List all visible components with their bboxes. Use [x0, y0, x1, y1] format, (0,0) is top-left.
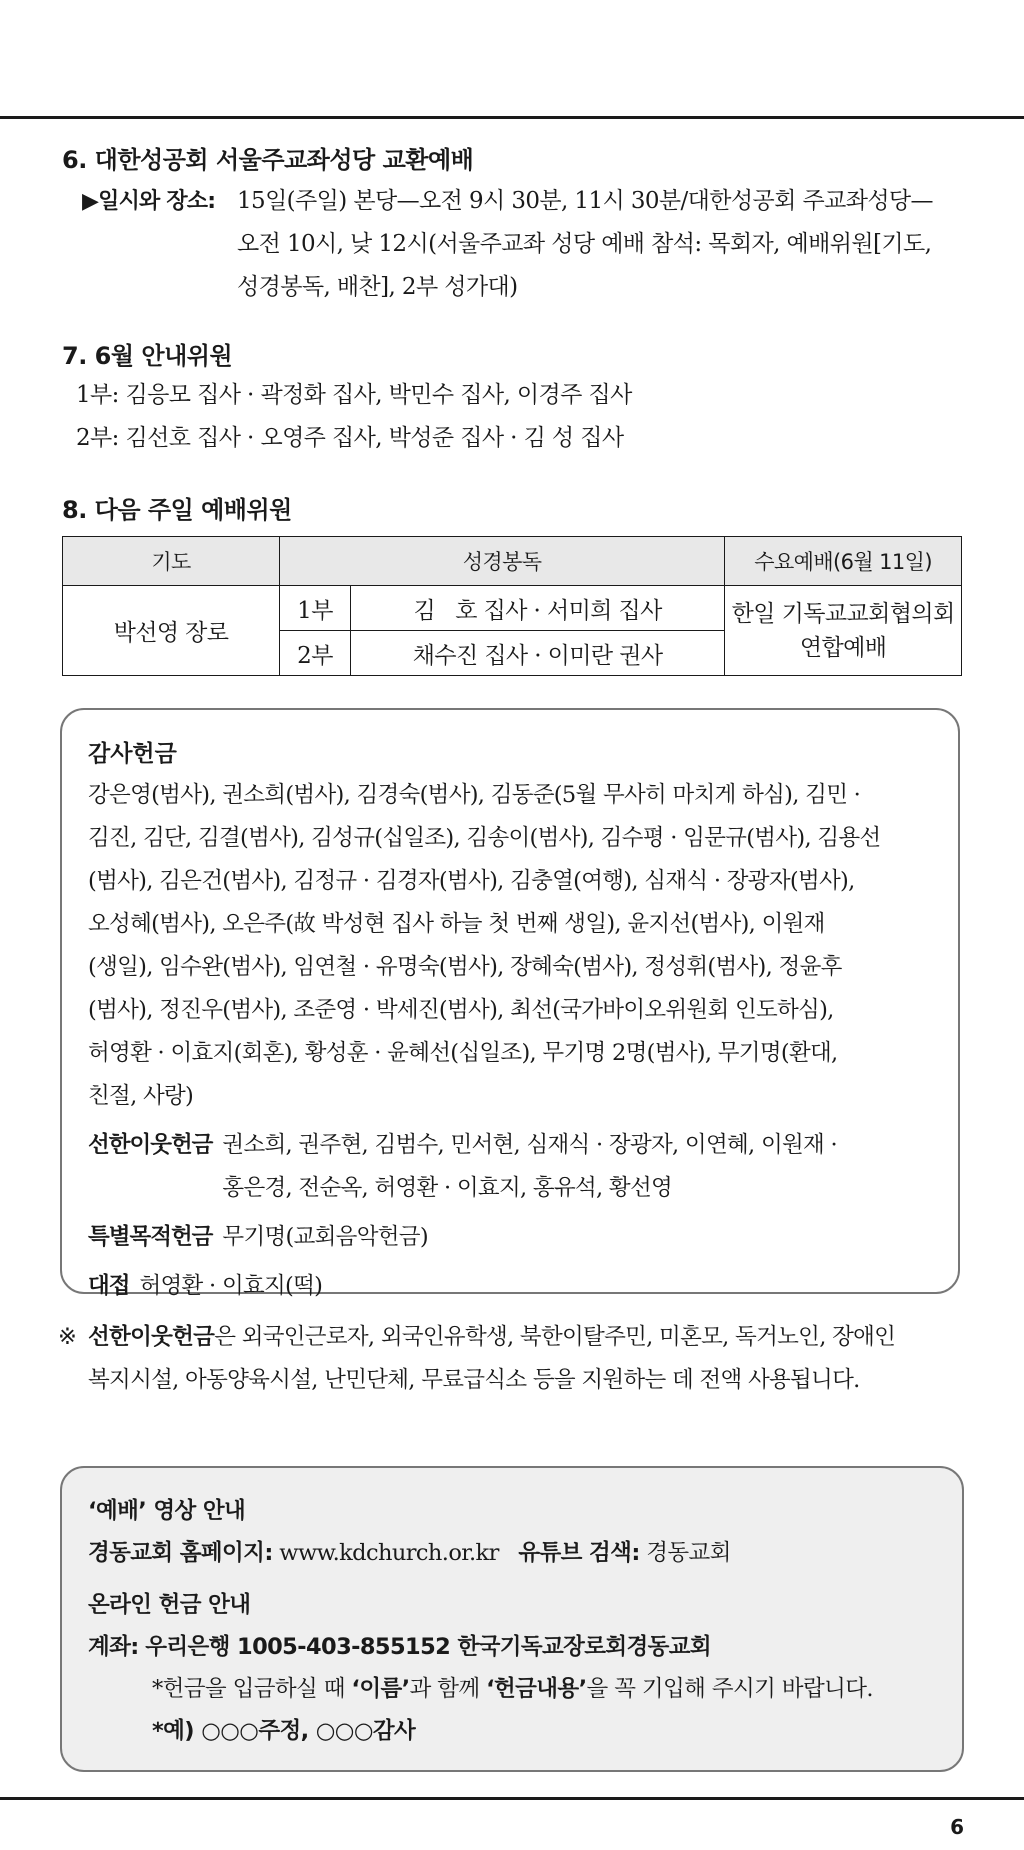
- wednesday-line-1: 한일 기독교교회협의회: [731, 600, 955, 627]
- note-bold: 선한이웃헌금: [88, 1324, 215, 1350]
- offering-line: 오성혜(범사), 오은주(故 박성현 집사 하늘 첫 번째 생일), 윤지선(범사), 이원재: [88, 911, 825, 937]
- deposit-note-name: ‘이름’: [351, 1676, 410, 1702]
- deposit-note-c: 과 함께: [409, 1676, 487, 1702]
- youtube-label: 유튜브 검색:: [518, 1540, 640, 1566]
- offering-line: 김진, 김단, 김결(범사), 김성규(십일조), 김송이(범사), 김수평 · 임문규(범사), 김용선: [88, 825, 881, 851]
- hospitality: [88, 1265, 930, 1308]
- online-info-box: [60, 1466, 964, 1772]
- deposit-note-a: *헌금을 입금하실 때: [152, 1676, 352, 1702]
- reader-names-2: 채수진 집사 · 이미란 권사: [351, 631, 725, 676]
- section-6-body: [82, 180, 962, 309]
- special-offering-label: 특별목적헌금: [88, 1224, 213, 1250]
- homepage-url[interactable]: www.kdchurch.or.kr: [279, 1540, 499, 1566]
- offering-line: (범사), 정진우(범사), 조준영 · 박세진(범사), 최선(국가바이오위원회 인도하심),: [88, 997, 834, 1023]
- offering-line: 친절, 사랑): [88, 1083, 194, 1109]
- deposit-example: *예) ○○○주정, ○○○감사: [152, 1718, 416, 1744]
- account-value: 우리은행 1005-403-855152 한국기독교장로회경동교회: [145, 1634, 712, 1660]
- usher-line-1: 1부: 김응모 집사 · 곽정화 집사, 박민수 집사, 이경주 집사: [76, 382, 632, 408]
- neighbor-offering-note: [58, 1316, 968, 1402]
- offering-line: 강은영(범사), 권소희(범사), 김경숙(범사), 김동준(5월 무사히 마치게 하심), 김민 ·: [88, 782, 861, 808]
- wednesday-line-2: 연합예배: [799, 634, 887, 661]
- section-8-heading: 8. 다음 주일 예배위원: [62, 496, 292, 524]
- youtube-value: 경동교회: [646, 1540, 731, 1566]
- header-prayer: 기도: [63, 537, 280, 586]
- hospitality-value: 허영환 · 이효지(떡): [139, 1273, 323, 1299]
- special-offering-value: 무기명(교회음악헌금): [222, 1224, 428, 1250]
- account-label: 계좌:: [88, 1634, 139, 1660]
- usher-line-2: 2부: 김선호 집사 · 오영주 집사, 박성준 집사 · 김 성 집사: [76, 425, 624, 451]
- schedule-line-1: 15일(주일) 본당—오전 9시 30분, 11시 30분/대한성공회 주교좌성당—: [237, 188, 933, 214]
- header-wednesday: 수요예배(6월 11일): [725, 537, 962, 586]
- schedule-line-2: 오전 10시, 낮 12시(서울주교좌 성당 예배 참석: 목회자, 예배위원[기도,: [237, 231, 932, 257]
- neighbor-line-1: 권소희, 권주현, 김범수, 민서현, 심재식 · 장광자, 이연혜, 이원재 ·: [222, 1132, 837, 1158]
- thanks-offering-list: [88, 774, 930, 1118]
- deposit-note-content: ‘헌금내용’: [486, 1676, 587, 1702]
- header-reading: 성경봉독: [280, 537, 725, 586]
- section-7-body: [76, 374, 936, 460]
- bottom-rule: [0, 1797, 1024, 1800]
- special-offering: [88, 1216, 930, 1259]
- reader-part-2: 2부: [280, 631, 351, 676]
- wednesday-cell: [725, 586, 962, 676]
- note-line-1: 은 외국인근로자, 외국인유학생, 북한이탈주민, 미혼모, 독거노인, 장애인: [214, 1324, 896, 1350]
- thanks-offering-title: 감사헌금: [88, 741, 177, 767]
- online-offering-title: 온라인 헌금 안내: [88, 1592, 251, 1618]
- offering-box: [60, 708, 960, 1299]
- schedule-label: ▶일시와 장소:: [82, 189, 216, 214]
- homepage-label: 경동교회 홈페이지:: [88, 1540, 273, 1566]
- reference-mark: ※: [58, 1324, 77, 1350]
- section-6-heading: 6. 대한성공회 서울주교좌성당 교환예배: [62, 146, 474, 174]
- reader-part-1: 1부: [280, 586, 351, 631]
- neighbor-offering-label: 선한이웃헌금: [88, 1132, 213, 1158]
- offering-line: (범사), 김은건(범사), 김정규 · 김경자(범사), 김충열(여행), 심재식 · 장광자(범사),: [88, 868, 855, 894]
- note-line-2: 복지시설, 아동양육시설, 난민단체, 무료급식소 등을 지원하는 데 전액 사용됩니다.: [88, 1367, 860, 1393]
- page-number: 6: [950, 1815, 964, 1839]
- video-title: ‘예배’ 영상 안내: [88, 1498, 246, 1524]
- prayer-cell: 박선영 장로: [63, 586, 280, 676]
- top-rule: [0, 116, 1024, 119]
- reader-names-1: 김 호 집사 · 서미희 집사: [351, 586, 725, 631]
- offering-line: (생일), 임수완(범사), 임연철 · 유명숙(범사), 장혜숙(범사), 정성휘(범사), 정윤후: [88, 954, 842, 980]
- schedule-line-3: 성경봉독, 배찬], 2부 성가대): [237, 274, 518, 300]
- offering-line: 허영환 · 이효지(회혼), 황성훈 · 윤혜선(십일조), 무기명 2명(범사), 무기명(환대,: [88, 1040, 838, 1066]
- neighbor-line-2: 홍은경, 전순옥, 허영환 · 이효지, 홍유석, 황선영: [222, 1175, 673, 1201]
- worship-committee-table: [62, 536, 962, 676]
- deposit-note-e: 을 꼭 기입해 주시기 바랍니다.: [586, 1676, 873, 1702]
- neighbor-offering: [88, 1124, 930, 1210]
- section-7-heading: 7. 6월 안내위원: [62, 342, 233, 370]
- hospitality-label: 대접: [88, 1273, 130, 1299]
